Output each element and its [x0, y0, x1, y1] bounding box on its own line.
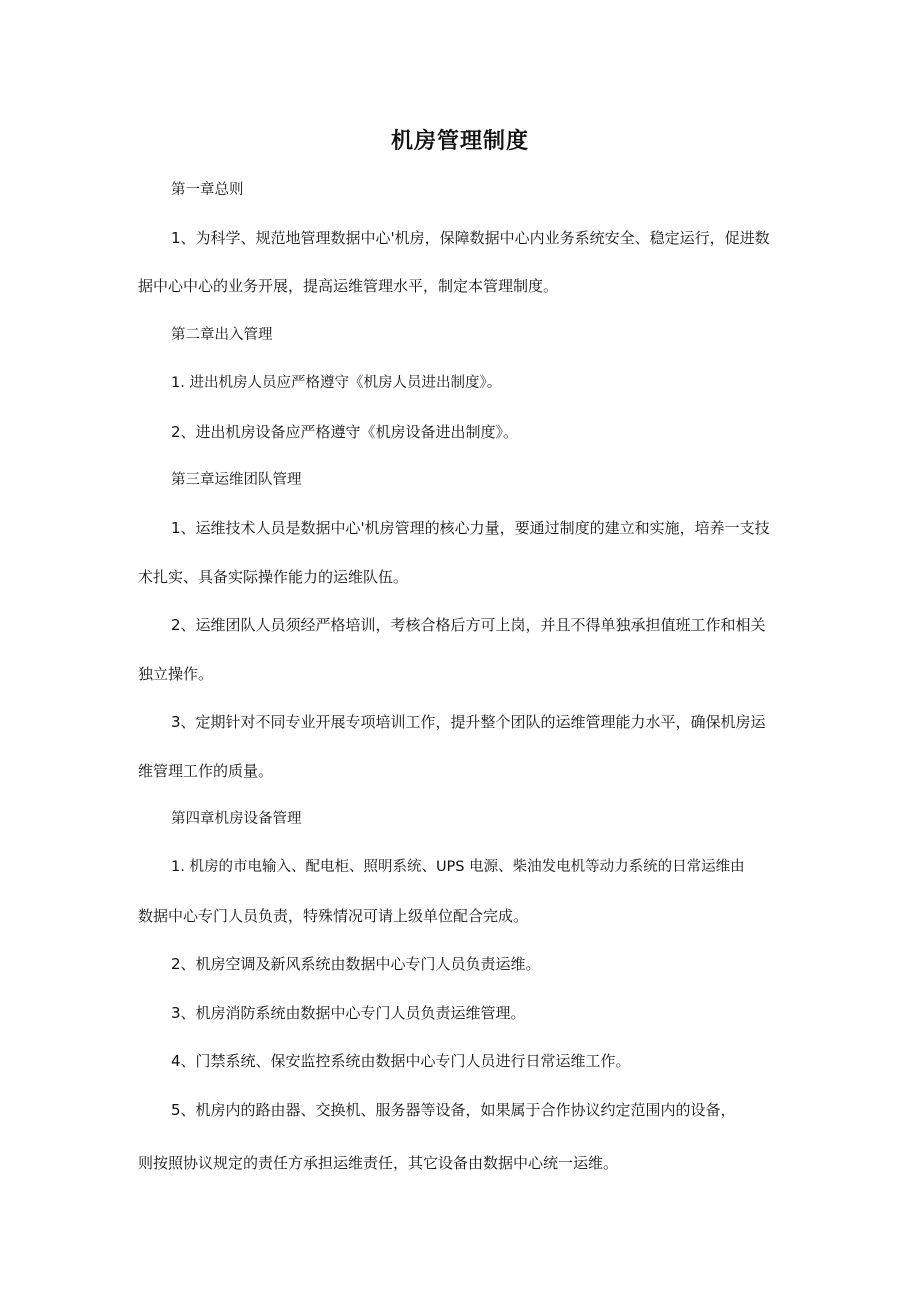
paragraph-line: 2、机房空调及新风系统由数据中心专门人员负责运维。: [171, 955, 541, 973]
paragraph-line: 1、为科学、规范地管理数据中心'机房，保障数据中心内业务系统安全、稳定运行，促进数: [171, 229, 770, 247]
chapter-2-heading: 第二章出入管理: [171, 327, 273, 343]
paragraph-line: 3、定期针对不同专业开展专项培训工作，提升整个团队的运维管理能力水平，确保机房运: [171, 713, 766, 731]
paragraph-line: 4、门禁系统、保安监控系统由数据中心专门人员进行日常运维工作。: [171, 1052, 631, 1070]
chapter-1-heading: 第一章总则: [171, 182, 244, 198]
paragraph-line: 术扎实、具备实际操作能力的运维队伍。: [138, 568, 409, 586]
paragraph-line: 独立操作。: [138, 665, 214, 683]
paragraph-line: 据中心中心的业务开展，提高运维管理水平，制定本管理制度。: [138, 277, 559, 295]
document-title: 机房管理制度: [390, 129, 529, 154]
paragraph-line: 2、进出机房设备应严格遵守《机房设备进出制度》。: [171, 423, 519, 441]
paragraph-line: 2、运维团队人员须经严格培训，考核合格后方可上岗，并且不得单独承担值班工作和相关: [171, 616, 766, 634]
paragraph-line: 数据中心专门人员负责，特殊情况可请上级单位配合完成。: [138, 907, 529, 925]
paragraph-line: 则按照协议规定的责任方承担运维责任，其它设备由数据中心统一运维。: [138, 1154, 619, 1172]
paragraph-line: 维管理工作的质量。: [138, 762, 274, 780]
chapter-3-heading: 第三章运维团队管理: [171, 472, 302, 488]
paragraph-line: 1. 机房的市电输入、配电柜、照明系统、UPS 电源、柴油发电机等动力系统的日常运维由: [171, 859, 745, 875]
chapter-4-heading: 第四章机房设备管理: [171, 811, 302, 827]
paragraph-line: 3、机房消防系统由数据中心专门人员负责运维管理。: [171, 1004, 526, 1022]
paragraph-line: 1. 进出机房人员应严格遵守《机房人员进出制度》。: [171, 375, 502, 391]
paragraph-line: 1、运维技术人员是数据中心'机房管理的核心力量，要通过制度的建立和实施，培养一支技: [171, 519, 770, 537]
paragraph-line: 5、机房内的路由器、交换机、服务器等设备，如果属于合作协议约定范围内的设备，: [171, 1101, 736, 1119]
